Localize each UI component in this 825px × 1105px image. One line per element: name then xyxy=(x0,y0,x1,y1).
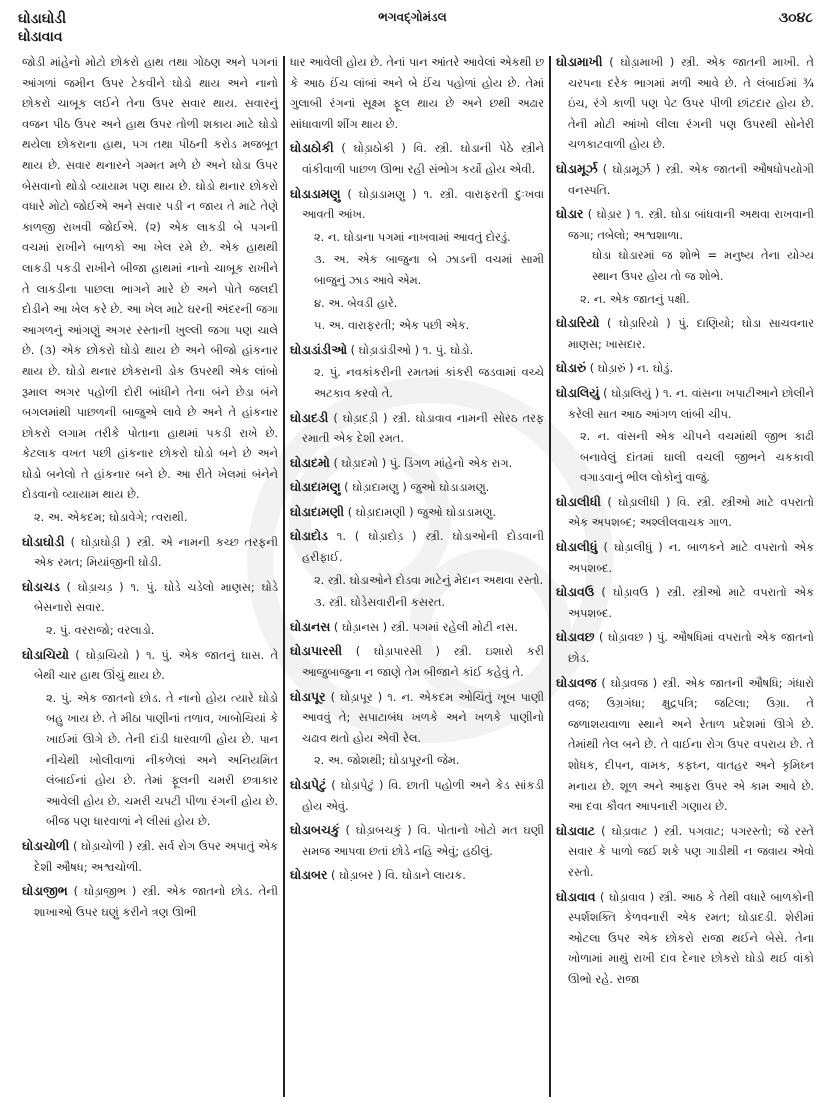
dictionary-entry xyxy=(556,582,814,623)
entry-pronunciation: ( ઘોડ઼ાદામણુ ) xyxy=(344,480,407,495)
entry-headword: ઘોડાપેટું xyxy=(290,777,327,792)
column-1 xyxy=(22,52,278,1099)
dictionary-entry xyxy=(290,617,544,638)
entry-headword: ઘોડાડાંડીઓ xyxy=(290,341,347,357)
entry-definition: જુઓ ઘોડાડામણુ. xyxy=(410,480,490,495)
entry-headword: ઘોડાપૂર xyxy=(290,688,326,704)
entry-definition: સ્ત્રી. સર્વ રોગ ઉપર અપાતું એક દેશી ઔષધ; અશ્વચોળી. xyxy=(34,838,279,874)
dictionary-entry xyxy=(290,408,544,449)
entry-pronunciation: ( ઘોડ઼ાપૂર ) xyxy=(330,689,383,704)
column-3 xyxy=(556,52,814,1099)
dictionary-entry xyxy=(290,687,544,771)
entry-pronunciation: ( ઘોડ઼ાઠોકી ) xyxy=(341,141,406,156)
entry-headword: ઘોડામાખી xyxy=(556,54,603,69)
dictionary-entry xyxy=(556,313,814,354)
entry-definition: વિ. ઘોડાને લાયક. xyxy=(385,868,466,883)
entry-pronunciation: ( ઘોડ઼ાપારસી ) xyxy=(355,644,440,659)
entry-sense: ૨. પું. એક જાતનો છોડ. તે નાનો હોય ત્યારે ઘોડો બહુ ખાય છે. તે મીઠા પાણીનાં તળાવ, ખાબોચિયાં કે ખાઈમાં ઊગે છે. તેની દાંડી ધારવાળી હોય છે. પાન નીચેથી ખોલીવાળાં નીકળેલાં અને અનિયમિત લંબાઈનાં હોય છે. તેમાં ફૂલની ચમરી છત્રાકાર આવેલી હોય છે. ચમરી ચપટી પીળા રંગની હોય છે. બીજ પણ ધારવાળાં ને લીસાં હોય છે. xyxy=(46,690,278,829)
entry-headword: ઘોડાચડ xyxy=(22,578,60,594)
dictionary-entry xyxy=(556,383,814,488)
entry-headword: ઘોડાર xyxy=(556,206,584,222)
entry-headword: ઘોડાલીધી xyxy=(556,493,601,509)
entry-definition: સ્ત્રી. એક જાતનો છોડ. તેની શાખાઓ ઉપર ઘણું કરીને ત્રણ ઊભી xyxy=(34,884,278,919)
entry-headword: ઘોડાબચકું xyxy=(290,822,340,838)
entry-headword: ઘોડારિયો xyxy=(556,315,600,331)
page-number: ૩૦૪૮ xyxy=(778,10,813,26)
dictionary-entry xyxy=(290,184,544,336)
dictionary-entry xyxy=(290,820,544,861)
entry-sense: ૨. ન. ઘોડાના પગમાં નાખવામાં આવતું દોરડું. xyxy=(314,229,511,244)
entry-headword: ઘોડાઘોડી xyxy=(22,533,65,549)
entry-pronunciation: ( ઘોડ઼ારું ) xyxy=(589,361,634,376)
entry-pronunciation: ૧. ( ઘોડ઼ાદોડ઼ ) xyxy=(336,529,417,544)
entry-headword: ઘોડાવાવ xyxy=(556,888,596,904)
entry-headword: ઘોડાલીધું xyxy=(556,539,598,555)
dictionary-entry xyxy=(556,52,814,155)
entry-sense: ૨. સ્ત્રી. ઘોડાઓને દોડવા માટેનું મેદાન અથવા રસ્તો. xyxy=(314,572,544,587)
entry-definition: ૧. પું. ઘોડો. xyxy=(422,342,474,357)
dictionary-entry xyxy=(290,138,544,179)
entry-pronunciation: ( ઘોડ઼ાલિયું ) xyxy=(603,385,660,400)
dictionary-entry xyxy=(290,502,544,523)
entry-definition: ૧. પું. એક જાતનું ઘાસ. તે બેથી ચાર હાથ ઊંચું થાય છે. xyxy=(34,647,279,683)
entry-sense: ૪. અ. બેવડી હારે. xyxy=(314,295,398,310)
entry-definition: વિ. પોતાનો ખોટો મત ઘણી સમજ આપવા છતાં છોડે નહિ એવું; હઠીલું. xyxy=(302,823,544,858)
entry-headword: ઘોડાપારસી xyxy=(290,643,343,659)
dictionary-entry xyxy=(556,673,814,817)
entry-pronunciation: ( ઘોડ઼ાદમો ) xyxy=(333,455,387,470)
entry-headword: ઘોડાવછ xyxy=(556,629,595,645)
entry-pronunciation: ( ઘોડ઼ાવાવ ) xyxy=(600,889,655,904)
entry-pronunciation: ( ઘોડ઼ાવજ ) xyxy=(601,675,658,690)
dictionary-entry xyxy=(556,358,814,379)
entry-pronunciation: ( ઘોડ઼ામૂર્ઝ ) xyxy=(602,161,661,176)
entry-headword: ઘોડાચિયો xyxy=(22,646,69,662)
entry-headword: ઘોડાદડી xyxy=(290,409,329,425)
entry-pronunciation: ( ઘોડ઼ાઘોડ઼ી ) xyxy=(70,534,131,549)
entry-headword: ઘોડાવાટ xyxy=(556,822,595,838)
entry-headword: ઘોડાદમો xyxy=(290,454,330,470)
entry-pronunciation: ( ઘોડ઼ાજીભ ) xyxy=(73,884,137,899)
dictionary-entry xyxy=(290,641,544,682)
entry-pronunciation: ( ઘોડ઼ાબર ) xyxy=(331,868,382,883)
entry-pronunciation: ( ઘોડ઼ાદડ઼ી ) xyxy=(333,410,388,425)
entry-pronunciation: ( ઘોડ઼ાલીધું ) xyxy=(603,540,663,555)
entry-headword: ઘોડાચોળી xyxy=(22,837,70,853)
entry-headword: ઘોડાબર xyxy=(290,867,328,883)
entry-pronunciation: ( ઘોડ઼ાડાંડીઓ ) xyxy=(350,342,420,357)
dictionary-entry xyxy=(556,159,814,200)
entry-sense: ૩. અ. એક બાજુના બે ઝાડની વચમાં સામી બાજુનું ઝાડ આવે એમ. xyxy=(314,252,544,287)
entry-sense: ૨. ન. વાંસની એક ચીપને વચમાંથી જીભ કાઢી બનાવેલું દાંતમાં ઘાલી વચલી જીભને ચકકાવી વગાડવાનું ભીલ લોકોનું વાજું. xyxy=(580,429,814,485)
entry-definition: જોડી માંહેનો મોટો છોકરો હાથ તથા ગોઠણ અને પગનાં આંગળાં જમીન ઉપર ટેકવીને ઘોડો થાય અને નાનો છોકરો ચાબૂક લઈને તેના ઉપર સવાર થાય. સવારનું વજન પીઠ ઉપર અને હાથ ઉપર તોળી શકાય માટે ઘોડો થયેલા છોકરાના હાથ, પગ તથા પીઠની કરોડ મજબૂત થાય છે. સવાર થનારને ગમ્મત મળે છે અને ઘોડા ઉપર બેસવાનો થોડો વ્યાયામ પણ થાય છે. ઘોડો થનાર છોકરો વધારે મોટો જોઈએ અને સવાર પડી ન જાય તે માટે તેણે કાળજી રાખવી જોઈએ. (૨) એક લાકડી બે પગની વચમાં રાખીને બાળકો આ ખેલ રમે છે. એક હાથથી લાકડી પકડી રાખીને બીજા હાથમાં નાનો ચાબૂક રાખીને તે લાકડીના પાછલા ભાગને મારે છે અને પોતે જલદી દોડીને આ ખેલ કરે છે. આ ખેલ માટે ઘરની અંદરની જગા આગળનું આંગણું અગર રસ્તાની ખુલ્લી જગા પણ ચાલે છે. (૩) એક છોકરો ઘોડો થાય છે અને બીજો હાંકનાર થાય છે. ઘોડો થનાર છોકરાની ડોક ઉપરથી એક લાંબો રૂમાલ અગર પહોળી દોરી બાંધીને તેના બંને છેડા બંને બગલમાંથી પાછળની બાજુએ લાવે છે અને તે હાંકનાર છોકરો લગામ તરીકે પોતાના હાથમાં પકડી રાખે છે. કેટલાક વખત પછી હાંકનાર છોકરો ઘોડો બને છે અને ઘોડો બનેલો તે હાંકનાર બને છે. આ રીતે ખેલમાં બંનેને દોડવાનો વ્યાયામ થાય છે. xyxy=(22,55,278,502)
column-divider xyxy=(549,56,551,1097)
entry-definition: સ્ત્રી. આઠ કે તેથી વધારે બાળકોની સ્પર્શશક્તિ કેળવનારી એક રમત; ઘોડાદડી. શેરીમાં ઓટલા ઉપર એક છોકરો રાજા થઈને બેસે. તેના ખોળામાં માથું રાખી દાવ દેનાર છોકરો ઘોડો થઈ વાંકો ઊભો રહે. રાજા xyxy=(568,889,815,986)
entry-pronunciation: ( ઘોડ઼ાર ) xyxy=(587,207,631,222)
dictionary-entry xyxy=(22,532,278,573)
entry-definition: ધાર આવેલી હોય છે. તેનાં પાન આંતરે આવેલાં એકથી છ કે આઠ ઈંચ લાંબાં અને બે ઈંચ પહોળાં હોય છે. તેમાં ગુલાબી રંગનાં સૂક્ષ્મ ફૂલ થાય છે અને છથી અઢાર સાંધાવાળી શીંગ થાય છે. xyxy=(290,55,544,131)
entry-definition: સ્ત્રી. સ્ત્રીઓ માટે વપરાતો એક અપશબ્દ. xyxy=(568,585,815,620)
entry-definition: ૧. ન. વાંસના ખપાટીઆને છોલીને કરેલી સાત આઠ આંગળ લાંબી ચીપ. xyxy=(568,385,815,421)
entry-headword: ઘોડાઠોકી xyxy=(290,140,334,156)
dictionary-entry xyxy=(290,477,544,498)
entry-sense: ૨. પું. નવકાંકરીની રમતમાં કાંકરી જડવામાં વચ્ચે અટકાવ કરવો તે. xyxy=(314,365,544,400)
entry-headword: ઘોડાડામણુ xyxy=(290,185,341,201)
entry-sense: ૫. અ. વારાફરતી; એક પછી એક. xyxy=(314,318,470,333)
entry-definition: ૧. ન. એકદમ ઓચિંતું ખૂબ પાણી આવવું તે; સપાટાબંધ ખળકે અને ખળકે પાણીનો ચઢાવ થતો હોય એવી રેલ. xyxy=(302,689,545,745)
guide-word-last: ઘોડાવાવ xyxy=(18,29,63,45)
entry-definition: પું. દાણિયો; ઘોડા સાચવનાર માણસ; ખાસદાર. xyxy=(568,316,814,351)
entry-definition: સ્ત્રી. એ નામની કચ્છ તરફની એક રમત; મિયાંજીની ઘોડી. xyxy=(34,534,279,570)
column-2 xyxy=(290,52,544,1099)
entry-headword: ઘોડાલિયું xyxy=(556,384,600,400)
entry-pronunciation: ( ઘોડ઼ારિયો ) xyxy=(606,316,671,331)
entry-headword: ઘોડાવઉ xyxy=(556,584,595,600)
entry-definition: સ્ત્રી. એક જાતની માખી. તે ચરપના દરેક ભાગમાં મળી આવે છે. તે લંબાઈમાં ¾ ઇંચ, રંગે કાળી પણ પેટ ઉપર પીળી છાંટદાર હોય છે. તેની મોટી આંખો લીલા રંગની પણ ઉપરથી સોનેરી ચળકાટવાળી હોય છે. xyxy=(568,55,814,152)
entry-definition: ન. બાળકને માટે વપરાતો એક અપશબ્દ. xyxy=(568,540,815,575)
entry-definition: સ્ત્રી. ઇશારો કરી આજુબાજુના ન જાણે તેમ બીજાને કાંઈ કહેવું તે. xyxy=(302,644,544,680)
dictionary-entry xyxy=(22,881,278,922)
entry-headword: ઘોડાનસ xyxy=(290,618,331,634)
entry-sense: ૨. અ. એકદમ; ઘોડાવેગે; ત્વરાથી. xyxy=(34,510,188,525)
dictionary-entry xyxy=(22,645,278,832)
guide-word-first: ઘોડાઘોડી xyxy=(18,11,67,27)
entry-pronunciation: ( ઘોડ઼ાવાટ ) xyxy=(601,823,659,838)
dictionary-entry xyxy=(290,775,544,816)
dictionary-entry xyxy=(22,577,278,641)
entry-headword: ઘોડારું xyxy=(556,360,587,376)
entry-definition: પું. ઔષધિમાં વપરાતો એક જાતનો છોડ. xyxy=(568,630,814,666)
dictionary-entry xyxy=(290,453,544,474)
entry-headword: ઘોડાદામણુ xyxy=(290,479,341,495)
entry-continuation xyxy=(290,52,544,134)
entry-pronunciation: ( ઘોડ઼ાડામણુ ) xyxy=(347,186,417,201)
entry-definition: સ્ત્રી. ઘોડાઓની દોડવાની હરીફાઈ. xyxy=(302,529,544,565)
book-title: ભગવદ્ગોમંડલ xyxy=(378,10,447,24)
entry-definition: સ્ત્રી. એક જાતની ઔષધોપયોગી વનસ્પતિ. xyxy=(568,161,814,197)
entry-continuation xyxy=(22,52,278,528)
entry-headword: ઘોડામૂર્ઝ xyxy=(556,160,598,176)
entry-definition: સ્ત્રી. એક જાતની ઔષધિ; ગંધારો વજ; ઉગ્રગંધા; ક્ષુદ્રપત્રિ; જટિલા; ઉગ્રા. તે જળાશયવાળા સ્થાને અને રેતાળ પ્રદેશમાં ઊગે છે. તેમાંથી તેલ બને છે. તે વાઈના રોગ ઉપર વપરાય છે. તે શોધક, દીપન, વામક, કફઘ્ન, વાતહર અને કૃમિઘ્ન મનાય છે. શૂળ અને આફરા ઉપર એ કામ આવે છે. આ દવા કૌવત આપનારી ગણાય છે. xyxy=(568,675,814,814)
entry-definition: પું. ડિંગળ માંહેનો એક રાગ. xyxy=(389,455,513,470)
entry-definition: સ્ત્રી. પગવાટ; પગરસ્તો; જે રસ્તે સવાર કે પાળો જઈ શકે પણ ગાડીથી ન જવાય એવો રસ્તો. xyxy=(568,823,814,879)
entry-pronunciation: ( ઘોડ઼ાબચકું ) xyxy=(345,823,412,838)
column-divider xyxy=(283,56,285,1097)
entry-pronunciation: ( ઘોડ઼ાચિયો ) xyxy=(75,647,140,662)
entry-pronunciation: ( ઘોડ઼ાચોળી ) xyxy=(72,838,133,853)
entry-headword: ઘોડાદોડ xyxy=(290,528,328,544)
entry-pronunciation: ( ઘોડ઼ાપેટું ) xyxy=(331,778,384,792)
dictionary-entry xyxy=(556,204,814,309)
entry-sense: ૨. અ. જોશથી; ઘોડાપૂરની જેમ. xyxy=(314,753,460,768)
entry-headword: ઘોડાજીભ xyxy=(22,883,68,899)
entry-pronunciation: ( ઘોડ઼ાનસ ) xyxy=(333,619,388,634)
entry-definition: વિ. સ્ત્રી. સ્ત્રીઓ માટે વપરાતો એક અપશબ્દ; અશ્લીલવાચક ગાળ. xyxy=(568,494,814,530)
dictionary-entry xyxy=(556,821,814,883)
entry-headword: ઘોડાવજ xyxy=(556,674,597,690)
entry-definition: વિ. સ્ત્રી. ઘોડાની પેઠે સ્ત્રીને વાંકીવાળી પાછળ ઊભા રહી સંભોગ કર્યો હોય એવી. xyxy=(302,141,545,176)
entry-sense: ૨. ન. એક જાતનું પક્ષી. xyxy=(580,291,690,306)
dictionary-entry xyxy=(556,492,814,533)
entry-pronunciation: ( ઘોડ઼ાચડ઼ ) xyxy=(66,579,124,594)
entry-definition: સ્ત્રી. પગમાં રહેલી મોટી નસ. xyxy=(390,619,518,634)
entry-definition: ૧. સ્ત્રી. ઘોડા બાંધવાની અથવા રાખવાની જગા; તબેલો; અશ્વશાળા. xyxy=(568,207,814,242)
entry-pronunciation: ( ઘોડ઼ાવઉ ) xyxy=(601,585,660,600)
dictionary-entry xyxy=(290,526,544,612)
entry-pronunciation: ( ઘોડ઼ાલીધી ) xyxy=(607,494,671,509)
entry-proverb: ઘોડા ઘોડારમાં જ શોભે = મનુષ્ય તેના યોગ્ય સ્થાન ઉપર હોય તો જ શોભે. xyxy=(592,248,814,283)
entry-pronunciation: ( ઘોડ઼ાવછ ) xyxy=(598,630,653,645)
dictionary-entry xyxy=(290,340,544,404)
dictionary-entry xyxy=(290,865,544,886)
entry-pronunciation: ( ઘોડ઼ાદામણી ) xyxy=(347,504,414,519)
entry-definition: જુઓ ઘોડાડામણુ. xyxy=(417,504,497,519)
entry-sense: ૨. પું. વરરાજો; વરલાડો. xyxy=(46,623,155,638)
entry-headword: ઘોડાદામણી xyxy=(290,503,345,519)
entry-definition: ન. ઘોડું. xyxy=(637,361,674,376)
dictionary-entry xyxy=(22,836,278,877)
entry-pronunciation: ( ઘોડ઼ામાખી ) xyxy=(609,55,675,69)
dictionary-entry xyxy=(556,627,814,668)
entry-definition: સ્ત્રી. ઘોડાવાવ નામની સોરઠ તરફ રમાતી એક દેશી રમત. xyxy=(302,410,545,446)
dictionary-entry xyxy=(556,887,814,990)
entry-definition: વિ. છાતી પહોળી અને કેડ સાંકડી હોય એવું. xyxy=(302,778,545,813)
dictionary-entry xyxy=(556,537,814,578)
entry-definition: ૧. પું. ઘોડે ચડેલો માણસ; ઘોડે બેસનારો સવાર. xyxy=(34,579,278,615)
entry-definition: ૧. સ્ત્રી. વારાફરતી દુઃખવા આવતી આંખ. xyxy=(302,186,545,222)
entry-sense: ૩. સ્ત્રી. ઘોડેસવારીની કસરત. xyxy=(314,595,446,610)
